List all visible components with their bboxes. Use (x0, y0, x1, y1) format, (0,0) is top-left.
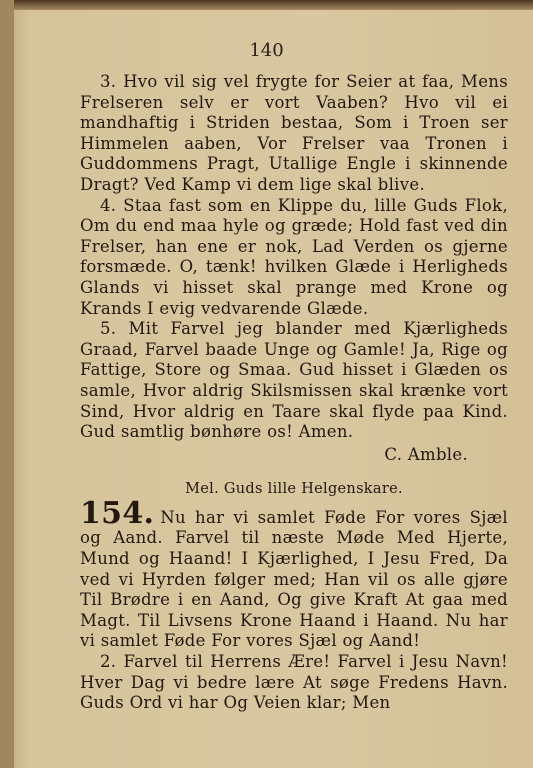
page-edge (0, 0, 14, 768)
hymn-number: 154. (80, 495, 155, 531)
melody-line: Mel. Guds lille Helgenskare. (185, 481, 403, 498)
author: C. Amble. (384, 444, 468, 464)
page-text (80, 72, 508, 714)
verse-5: 5. Mit Farvel jeg blander med Kjærligheds Graad, Farvel baade Unge og Gamle! Ja, Rige og Fattige, Store og Smaa. Gud hisset i Glæden os samle, Hvor aldrig Skilsmissen skal krænke vort Sind, Hvor aldrig en Taare skal flyde paa Kind. Gud samtlig bønhøre os! Amen. (80, 319, 508, 442)
hymn-154-verse-2: 2. Farvel til Herrens Ære! Farvel i Jesu Navn! Hver Dag vi bedre lære At søge Fredens Havn. Guds Ord vi har Og Veien klar; Men (80, 652, 508, 713)
verse-3: 3. Hvo vil sig vel frygte for Seier at faa, Mens Frelseren selv er vort Vaaben? Hvo vil ei mandhaftig i Striden bestaa, Som i Troen ser Himmelen aaben, Vor Frelser vaa Tronen i Guddommens Pragt, Utallige Engle i skinnende Dragt? Ved Kamp vi dem lige skal blive. (80, 72, 508, 194)
verse-4: 4. Staa fast som en Klippe du, lille Guds Flok, Om du end maa hyle og græde; Hold fast ved din Frelser, han ene er nok, Lad Verden os gjerne forsmæde. O, tænk! hvilken Glæde i Herligheds Glands vi hisset skal prange med Krone og Krands I evig vedvarende Glæde. (80, 195, 508, 318)
hymn-154-verse-1 (80, 495, 508, 652)
page-number: 140 (249, 40, 284, 61)
top-edge (0, 0, 533, 10)
hymn-154-verse-1-text: Nu har vi samlet Føde For vores Sjæl og Aand. Farvel til næste Møde Med Hjerte, Mund og Haand! I Kjærlighed, I Jesu Fred, Da ved vi Hyrden følger med; Han vil os alle gjøre Til Brødre i en Aand, Og give Kraft At gaa med Magt. Til Livsens Krone Haand i Haand. Nu har vi samlet Føde For vores Sjæl og Aand! (80, 507, 508, 651)
